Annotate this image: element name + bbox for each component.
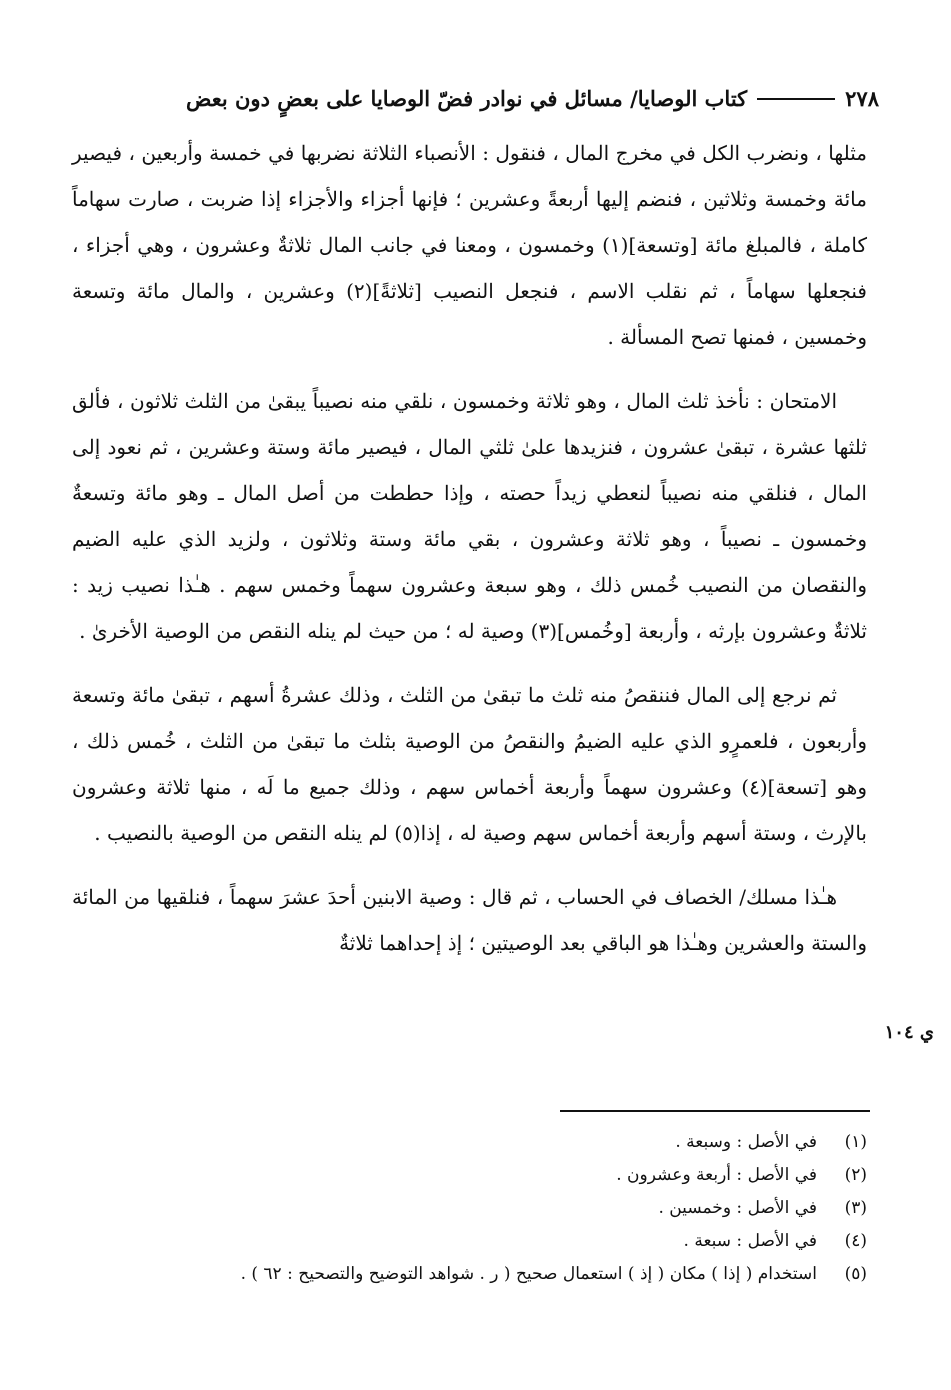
page-number: ٢٧٨	[845, 86, 879, 111]
margin-note: ي ١٠٤	[884, 1022, 934, 1043]
footnotes	[110, 1126, 867, 1291]
footnote-number: (٣)	[844, 1198, 867, 1218]
footnote-text: في الأصل : وخمسين .	[658, 1198, 817, 1218]
footnote-item	[110, 1159, 867, 1192]
footnote-item	[110, 1126, 867, 1159]
paragraph: هـٰذا مسلك/ الخصاف في الحساب ، ثم قال : وصية الابنين أحدَ عشرَ سهماً ، فنلقيها من المائة والستة والعشرين وهـٰذا هو الباقي بعد الوصيتين ؛ إذ إحداهما ثلاثةٌ	[72, 885, 867, 955]
footnote-item	[110, 1225, 867, 1258]
header-title: كتاب الوصايا/ مسائل في نوادر فضّ الوصايا على بعضٍ دون بعض	[186, 86, 748, 111]
footnote-text: في الأصل : سبعة .	[683, 1231, 817, 1251]
footnote-text: في الأصل : أربعة وعشرون .	[616, 1165, 817, 1185]
header-rule	[757, 98, 835, 100]
footnote-number: (٢)	[844, 1165, 867, 1185]
footnote-divider	[560, 1110, 870, 1112]
footnote-item	[110, 1258, 867, 1291]
footnote-text: استخدام ( إذا ) مكان ( إذ ) استعمال صحيح ( ر . شواهد التوضيح والتصحيح : ٦٢ ) .	[240, 1264, 817, 1284]
footnote-number: (١)	[844, 1132, 867, 1152]
main-text	[72, 130, 867, 984]
footnote-number: (٥)	[844, 1264, 867, 1284]
footnote-item	[110, 1192, 867, 1225]
paragraph: الامتحان : نأخذ ثلث المال ، وهو ثلاثة وخمسون ، نلقي منه نصيباً يبقىٰ من الثلث ثلاثون ، فألق ثلثها عشرة ، تبقىٰ عشرون ، فنزيدها علىٰ ثلثي المال ، فيصير مائة وستة وعشرين ، ثم نعود إلى المال ، فنلقي منه نصيباً لنعطي زيداً حصته ، وإذا حططت من أصل المال ـ وهو مائة وتسعةٌ وخمسون ـ نصيباً ، وهو ثلاثة وعشرون ، بقي مائة وستة وثلاثون ، ولزيد الذي عليه الضيم والنقصان من النصيب خُمس ذلك ، وهو سبعة وعشرون سهماً وخمس سهم . هـٰذا نصيب زيد : ثلاثةٌ وعشرون بإرثه ، وأربعة [وخُمس](٣) وصية له ؛ من حيث لم ينله النقص من الوصية الأخرىٰ .	[72, 389, 867, 643]
paragraph: مثلها ، ونضرب الكل في مخرج المال ، فنقول : الأنصباء الثلاثة نضربها في خمسة وأربعين ، فيصير مائة وخمسة وثلاثين ، فنضم إليها أربعةً وعشرين ؛ فإنها أجزاء والأجزاء إذا ضربت ، صارت سهاماً كاملة ، فالمبلغ مائة [وتسعة](١) وخمسون ، ومعنا في جانب المال ثلاثةٌ وعشرون ، وهي أجزاء ، فنجعلها سهاماً ، ثم نقلب الاسم ، فنجعل النصيب [ثلاثةً](٢) وعشرين ، والمال مائة وتسعة وخمسين ، فمنها تصح المسألة .	[72, 141, 867, 349]
footnote-text: في الأصل : وسبعة .	[675, 1132, 817, 1152]
running-header	[70, 86, 879, 111]
footnote-number: (٤)	[844, 1231, 867, 1251]
paragraph: ثم نرجع إلى المال فننقصُ منه ثلث ما تبقىٰ من الثلث ، وذلك عشرةُ أسهم ، تبقىٰ مائة وتسعة وأربعون ، فلعمرٍو الذي عليه الضيمُ والنقصُ من الوصية بثلث ما تبقىٰ من الثلث ، خُمس ذلك ، وهو [تسعة](٤) وعشرون سهماً وأربعة أخماس سهم ، وذلك جميع ما لَه ، منها ثلاثة وعشرون بالإرث ، وستة أسهم وأربعة أخماس سهم وصية له ، إذا(٥) لم ينله النقص من الوصية بالنصيب .	[72, 683, 867, 845]
